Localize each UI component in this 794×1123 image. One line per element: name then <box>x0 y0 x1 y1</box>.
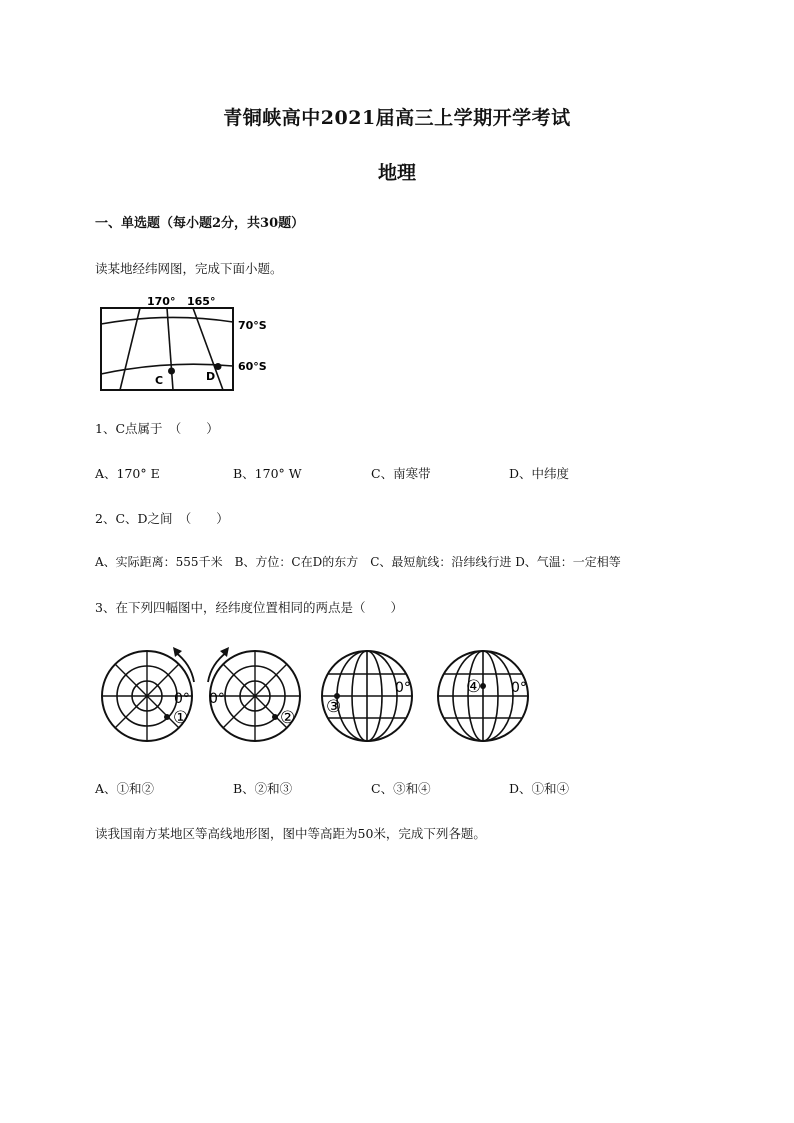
point-2-marker <box>272 714 278 720</box>
polar-view-1 <box>102 647 194 741</box>
q3-option-c: C、③和④ <box>371 781 431 796</box>
figure1-intro: 读某地经纬网图，完成下面小题。 <box>95 261 283 276</box>
lon-label-170: 170° <box>147 295 176 308</box>
rotation-arrow-cw <box>208 652 227 682</box>
zero-label-2: 0° <box>209 691 225 707</box>
q1-option-d: D、中纬度 <box>509 466 570 481</box>
zero-label-4: 0° <box>511 680 527 696</box>
zero-label-1: 0° <box>174 691 190 707</box>
q2-options-line: A、实际距离：555千米 B、方位：C在D的东方 C、最短航线：沿纬线行进 D、气温：一定相等 <box>95 555 621 569</box>
q3-option-a: A、①和② <box>95 781 155 796</box>
point-4-label: ④ <box>466 677 482 697</box>
point-2-label: ② <box>280 708 296 728</box>
q1-option-c: C、南寒带 <box>371 466 431 481</box>
lon-label-165: 165° <box>187 295 216 308</box>
lat-label-70s: 70°S <box>238 319 267 332</box>
subject-title: 地理 <box>377 162 416 184</box>
question-1-stem: 1、C点属于 （ ） <box>95 421 219 436</box>
globe-view-4 <box>438 651 528 741</box>
point-c-label: C <box>155 374 164 387</box>
section-heading: 一、单选题（每小题2分，共30题） <box>95 216 305 231</box>
q1-option-a: A、170° E <box>95 466 160 481</box>
rotation-arrow-ccw <box>175 652 194 682</box>
polar-view-2 <box>208 647 300 741</box>
point-d-label: D <box>206 370 216 383</box>
point-c-marker <box>168 368 175 375</box>
point-1-label: ① <box>173 708 189 728</box>
q3-option-d: D、①和④ <box>509 781 570 796</box>
q3-option-b: B、②和③ <box>233 781 293 796</box>
lat-label-60s: 60°S <box>238 360 267 373</box>
point-1-marker <box>164 714 170 720</box>
page-title: 青铜峡高中2021届高三上学期开学考试 <box>223 107 571 129</box>
point-d-marker <box>215 363 222 370</box>
four-globes-figure <box>95 640 545 752</box>
globe-view-3 <box>322 651 412 741</box>
meridian-170-line <box>167 308 173 390</box>
question-3-stem: 3、在下列四幅图中，经纬度位置相同的两点是（ ） <box>95 600 403 615</box>
zero-label-3: 0° <box>395 680 411 696</box>
graticule-map-figure <box>95 292 285 394</box>
question-2-stem: 2、C、D之间 （ ） <box>95 511 229 526</box>
point-3-label: ③ <box>326 697 342 717</box>
contour-map-intro: 读我国南方某地区等高线地形图，图中等高距为50米，完成下列各题。 <box>95 826 486 841</box>
q1-option-b: B、170° W <box>233 466 302 481</box>
